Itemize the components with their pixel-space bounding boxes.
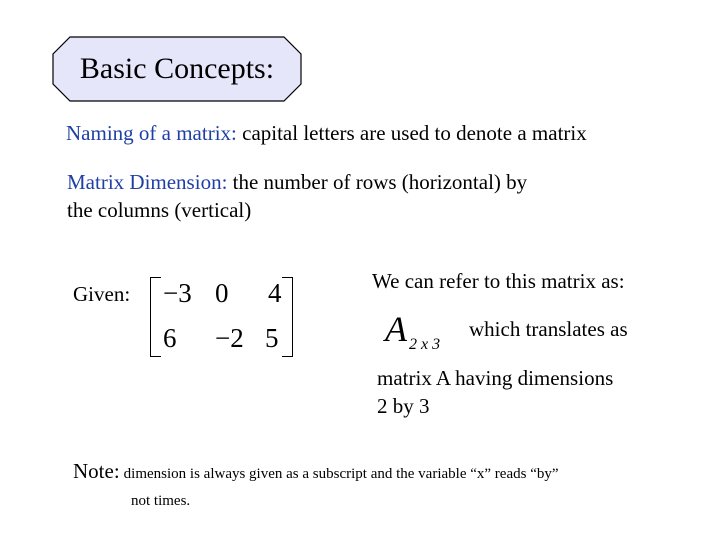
dimension-text-2: the columns (vertical) [67,198,252,222]
matrix-cell: 4 [268,278,282,308]
matrix-cell: 6 [163,323,177,353]
matrix-symbol: A [385,309,407,349]
naming-label: Naming of a matrix: [66,121,237,145]
refer-intro: We can refer to this matrix as: [372,269,625,293]
matrix-cell: −3 [163,278,192,308]
naming-text: capital letters are used to denote a matrix [236,121,587,145]
matrix-right-bracket [282,277,293,357]
meaning-line-1: matrix A having dimensions [377,366,614,390]
translates-text: which translates as [469,317,628,341]
note-label: Note: [73,459,120,483]
matrix-subscript: 2 x 3 [409,336,441,353]
matrix-cell: 5 [265,323,279,353]
given-label: Given: [73,282,131,306]
note-line-1 [73,459,559,484]
matrix-left-bracket [150,277,161,357]
matrix-cell: 0 [215,278,229,308]
note-text-2: not times. [131,493,191,509]
meaning-line-2: 2 by 3 [377,394,430,418]
matrix-cell: −2 [215,323,244,353]
matrix-symbol-group [385,308,441,353]
dimension-line-1 [67,169,527,195]
note-text-1: dimension is always given as a subscript and the variable “x” reads “by” [123,466,559,482]
dimension-label: Matrix Dimension: [67,170,228,194]
page-title: Basic Concepts: [79,52,275,85]
dimension-text-1: the number of rows (horizontal) by [227,170,528,194]
naming-line [66,120,587,146]
title-box [52,36,302,102]
